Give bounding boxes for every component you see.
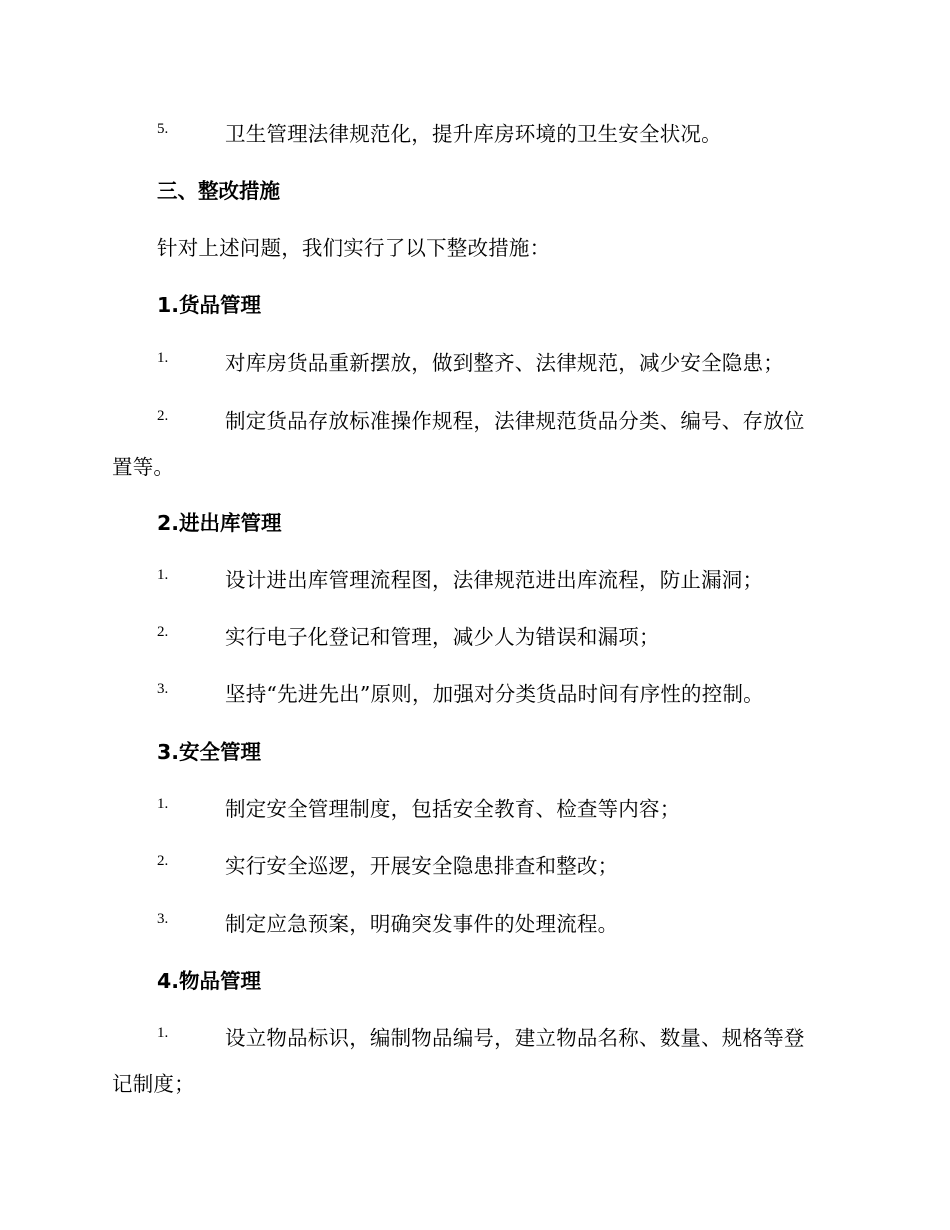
subsection-heading: 2.进出库管理 <box>157 511 282 535</box>
list-number: 2. <box>157 853 169 869</box>
subsection-heading: 4.物品管理 <box>157 969 262 993</box>
subsection-heading: 3.安全管理 <box>157 740 262 764</box>
list-number: 1. <box>157 796 169 812</box>
list-number: 3. <box>157 911 169 927</box>
subsection-heading: 1.货品管理 <box>157 293 262 317</box>
list-number: 2. <box>157 624 169 640</box>
list-number: 3. <box>157 681 169 697</box>
list-number: 5. <box>157 121 169 137</box>
list-number: 1. <box>157 350 169 366</box>
section-heading: 三、整改措施 <box>157 179 280 203</box>
list-item-text: 制定应急预案，明确突发事件的处理流程。 <box>225 912 619 936</box>
list-item-text: 实行电子化登记和管理，减少人为错误和漏项； <box>225 625 660 649</box>
list-item-text: 制定安全管理制度，包括安全教育、检查等内容； <box>225 797 681 821</box>
list-item-text: 坚持“先进先出”原则，加强对分类货品时间有序性的控制。 <box>225 682 764 706</box>
list-number: 2. <box>157 408 169 424</box>
list-item-text: 对库房货品重新摆放，做到整齐、法律规范，减少安全隐患； <box>225 351 784 375</box>
list-item-text: 设立物品标识，编制物品编号，建立物品名称、数量、规格等登 <box>225 1026 805 1050</box>
list-item-continuation: 置等。 <box>112 455 175 479</box>
list-item-text: 制定货品存放标准操作规程，法律规范货品分类、编号、存放位 <box>225 409 805 433</box>
list-item-text: 设计进出库管理流程图，法律规范进出库流程，防止漏洞； <box>225 568 764 592</box>
list-item-text: 实行安全巡逻，开展安全隐患排查和整改； <box>225 854 619 878</box>
paragraph: 针对上述问题，我们实行了以下整改措施： <box>157 236 551 260</box>
list-number: 1. <box>157 1025 169 1041</box>
list-item-text: 卫生管理法律规范化，提升库房环境的卫生安全状况。 <box>225 122 722 146</box>
list-item-continuation: 记制度； <box>112 1072 195 1096</box>
list-number: 1. <box>157 567 169 583</box>
